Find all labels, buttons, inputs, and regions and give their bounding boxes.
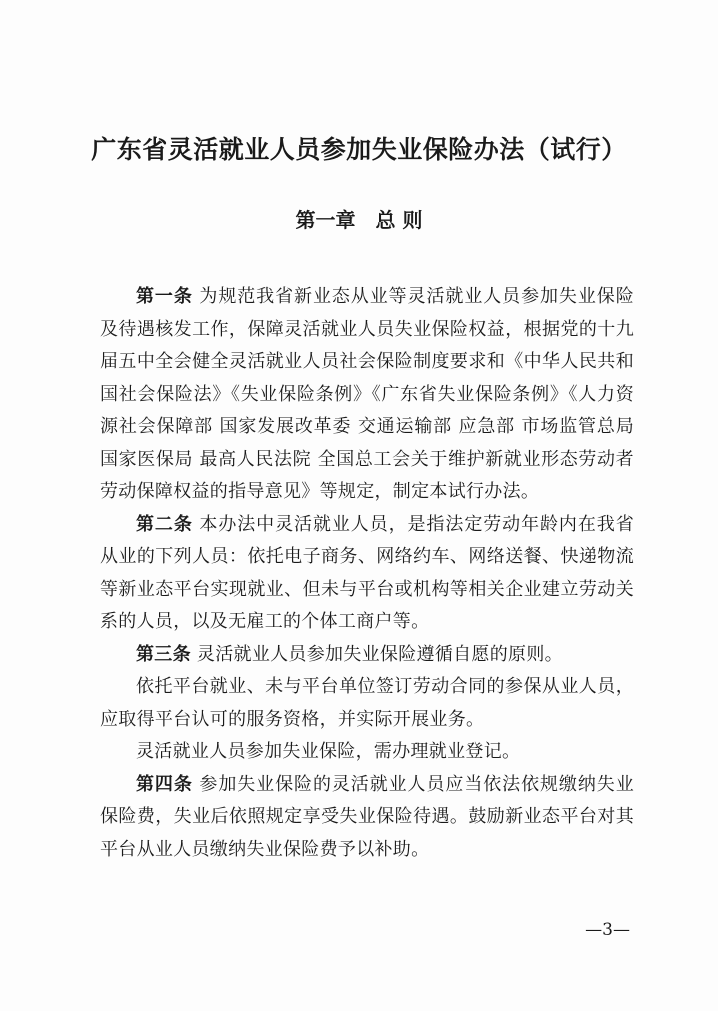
article-1-text: 为规范我省新业态从业等灵活就业人员参加失业保险及待遇核发工作，保障灵活就业人员失业保险权益，根据党的十九届五中全会健全灵活就业人员社会保险制度要求和《中华人民共和国社会保险法》《失业保险条例》《广东省失业保险条例》《人力资源社会保障部 国家发展改革委 交通运输部 应急部 市场监管总局 国家医保局 最高人民法院 全国总工会关于维护新就业形态劳动者劳动保障权益的指导意见》等规定，制定本试行办法。	[100, 286, 634, 502]
article-3-paragraph	[100, 639, 634, 672]
page-number: —3—	[585, 920, 630, 940]
article-2-paragraph	[100, 509, 634, 639]
article-3-label: 第三条	[136, 643, 191, 665]
article-3-clause-2-text: 依托平台就业、未与平台单位签订劳动合同的参保从业人员，应取得平台认可的服务资格，并实际开展业务。	[100, 676, 634, 730]
article-3-clause-2	[100, 671, 634, 736]
document-title: 广东省灵活就业人员参加失业保险办法（试行）	[91, 135, 627, 164]
article-2-text: 本办法中灵活就业人员，是指法定劳动年龄内在我省从业的下列人员：依托电子商务、网络约车、网络送餐、快递物流等新业态平台实现就业、但未与平台或机构等相关企业建立劳动关系的人员，以及无雇工的个体工商户等。	[100, 513, 634, 632]
article-3-clause-3-text: 灵活就业人员参加失业保险，需办理就业登记。	[136, 741, 521, 762]
article-3-clause-3	[100, 736, 634, 769]
article-3-text: 灵活就业人员参加失业保险遵循自愿的原则。	[190, 643, 563, 665]
article-4-text: 参加失业保险的灵活就业人员应当依法依规缴纳失业保险费，失业后依照规定享受失业保险待遇。鼓励新业态平台对其平台从业人员缴纳失业保险费予以补助。	[100, 773, 634, 860]
article-4-paragraph	[100, 769, 634, 867]
article-4-label: 第四条	[136, 773, 193, 795]
article-2-label: 第二条	[136, 513, 193, 535]
chapter-title: 第一章 总 则	[295, 208, 423, 232]
article-1-paragraph	[100, 281, 634, 509]
document-body	[100, 281, 634, 866]
article-1-label: 第一条	[136, 286, 193, 307]
